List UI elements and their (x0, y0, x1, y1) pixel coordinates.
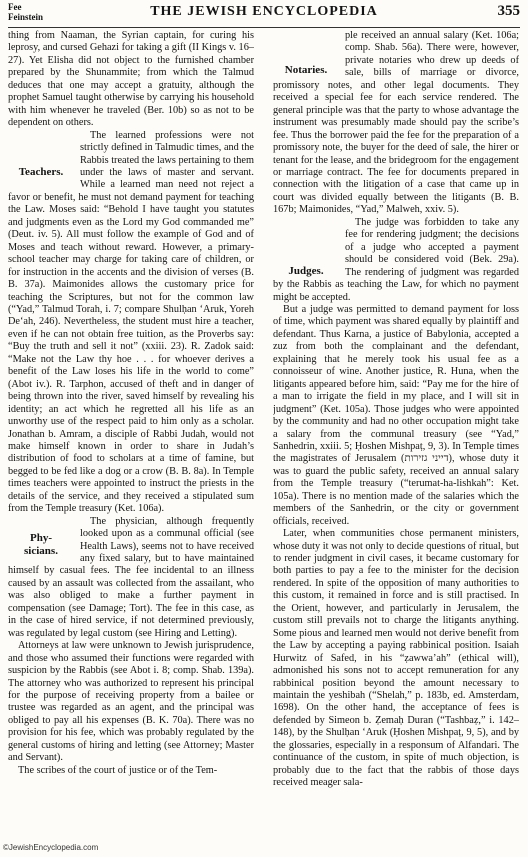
paragraph: ple received an annual salary (Ket. 106a; comp. Shab. 56a). There were, however, private notaries who drew up deeds of sale, bills of marriage or divorce, promissory notes, and other legal documents. They received a special fee for each service rendered. The general principle was that the party to whose advantage the instrument was presumably made should pay the scribe’s fee. Thus the borrower paid the fee for the preparation of a promissory note, the buyer for the deed of sale, the hirer or tenant for the lease, and the bridegroom for the engagement or marriage contract. The fee for documents prepared in connection with the litigation of a case that came up in court was divided equally between the litigants (B. B. 167b; Maimonides, “Yad,” Malweh, xxiv. 5). (273, 30, 519, 216)
header-rule (8, 27, 520, 28)
running-head-line2: Feinstein (8, 12, 43, 22)
page-number: 355 (497, 3, 520, 19)
paragraph: thing from Naaman, the Syrian captain, for curing his leprosy, and cursed Gehazi for taking a gift (II Kings v. 16–27). Yet Elisha did not object to the furnished chamber prepared by the Shunammite; from which the Talmud deduces that one may accept a gratuity, although the prophet Samuel taught otherwise by carrying his household with him whenever he traveled (Ber. 10b) so as not to be dependent on others. (8, 30, 254, 129)
left-column (8, 30, 254, 842)
paragraph: The learned professions were not strictly defined in Talmudic times, and the Rabbis treated the laws pertaining to them under the laws of master and servant. While a learned man need not reject a favor or benefit, he must not demand payment for teaching the Law. Moses said: “Behold I have taught you statutes and judgments even as the Lord my God commanded me” (Deut. iv. 5). All must follow the example of God and of Moses and teach without reward. However, a primary-school teacher may charge for taking care of children, or for instruction in the accents and the division of verses (B. B. 37a). Maimonides allows the customary price for teaching the Scriptures, but not for the common law (“Yad,” Talmud Torah, i. 7; compare Shulḥan ‘Aruk, Yoreh De‘ah, 246). Nevertheless, the student must hire a teacher, even if he can not obtain free tuition, as the Proverbs say: “Buy the truth and sell it not” (xxiii. 23). R. Zadok said: “Make not the Law thy hoe . . . for whoever derives a benefit of the Law loses his life in the world to come” (Abot iv.). R. Tarphon, accused of theft and in danger of being thrown into the river, saved himself by revealing his identity; an act which he regretted all his life as an unworthy use of the respect paid to him only as a scholar. Jonathan b. Amram, a disciple of Rabbi Judah, would not make himself known in order to share in Judah’s distribution of food to scholars at a time of famine, but begged to be fed like a dog or a crow (B. B. 8a). In Temple times teachers were appointed to instruct the priests in the details of the service, and they received a stipulated sum from the Temple treasury (Ket. 106a). (8, 129, 254, 515)
paragraph: Later, when communities chose permanent ministers, whose duty it was not only to decide questions of ritual, but to render judgment in civil cases, it became customary for both parties to pay a fee to the minister for the decision rendered. In spite of the opposition of many authorities to this custom, it remained in force and is still practised. In the Orient, however, and particularly in Jerusalem, the custom still prevails not to charge the litigants anything. Some pious and learned men would not derive benefit from the Law by accepting a paying rabbinical position. Isaiah Hurwitz of Safed, in his “ẓawwa’ah” (ethical will), admonished his sons not to accept remuneration for any rabbinical position beyond the amount necessary to maintain the yeshibah (“Shelah,” p. 183b, ed. Amsterdam, 1698). On the other hand, the acceptance of fees is defended by Simeon b. Ẓemaḥ Duran (“Tashbaẓ,” i. 142–148), by the Shulḥan ‘Aruk (Ḥoshen Mishpaṭ, 9, 5), and by the glossaries, especially in a responsum of Alfandari. The continuance of the custom, in spite of much objection, is probably due to the fact that the rabbis of those days received meager sala- (273, 528, 519, 789)
side-heading-judges: Judges. (288, 264, 324, 277)
side-heading-physicians-line1: Phy- (30, 531, 52, 544)
right-column (273, 30, 519, 842)
paragraph: The judge was forbidden to take any fee for rendering judgment; the decisions of a judge who accepted a payment should be considered void (Bek. 29a). The rendering of judgment was regarded by the Rabbis as teaching the Law, for which no payment might be accepted. (273, 216, 519, 303)
page-header (8, 2, 520, 30)
paragraph: The scribes of the court of justice or of the Tem- (18, 764, 218, 776)
side-heading-physicians (8, 532, 74, 558)
side-heading-notaries: Notaries. (284, 64, 328, 76)
side-heading-teachers: Teachers. (18, 165, 64, 178)
side-heading-physicians-line2: sicians. (24, 544, 58, 557)
running-head-line1: Fee (8, 2, 22, 12)
watermark: ©JewishEncyclopedia.com (3, 843, 99, 852)
paragraph: But a judge was permitted to demand payment for loss of time, which payment was shared equally by plaintiff and defendant. Thus Karna, a justice of Babylonia, accepted a zuz from both the complainant and the defendant, explaining that he merely took his usual fee as a connoisseur of wine. Another justice, R. Huna, when the litigants appeared before him, said: “Pay me for the hire of a man to irrigate the field in my place, and I will sit in judgment” (Ket. 105a). Those judges who were appointed by the community and had no other occupation might take a salary from the communal treasury (see “Yad,” Sanhedrin, xxiii. 5; Ḥoshen Mishpaṭ, 9, 3). In Temple times the magistrates of Jerusalem (דייני גזירות), whose duty it was to guard the public safety, received an annual salary from the Temple treasury (“terumat-ha-lishkah”: Ket. 105a). There is no mention made of the salaries which the members of the Sanhedrin, or the city or government officials, received. (273, 303, 519, 527)
page-title: THE JEWISH ENCYCLOPEDIA (150, 4, 378, 19)
paragraph: The physician, although frequently looked upon as a communal official (see Health Laws), seems not to have received any fixed salary, but to have maintained himself by casual fees. The fee incidental to an illness caused by an assault was collected from the assailant, who was also obliged to make a further payment in compensation (see Damage; Tort). The fee in this case, as in the case of hired service, if not determined previously, was regulated by legal custom (see Hiring and Letting). (8, 515, 254, 639)
paragraph: Attorneys at law were unknown to Jewish jurisprudence, and those who assumed their functions were regarded with suspicion by the Rabbis (see Abot i. 8; comp. Shab. 139a). The attorney who was authorized to represent his principal for the purpose of receiving property from a bailee or trustee was regarded as an agent, and the principal was obliged to pay all his expenses (B. K. 70a). There was no provision for his fee, which was probably regulated by the general customs of hiring and letting (see Attorney; Master and Servant). (8, 640, 254, 764)
